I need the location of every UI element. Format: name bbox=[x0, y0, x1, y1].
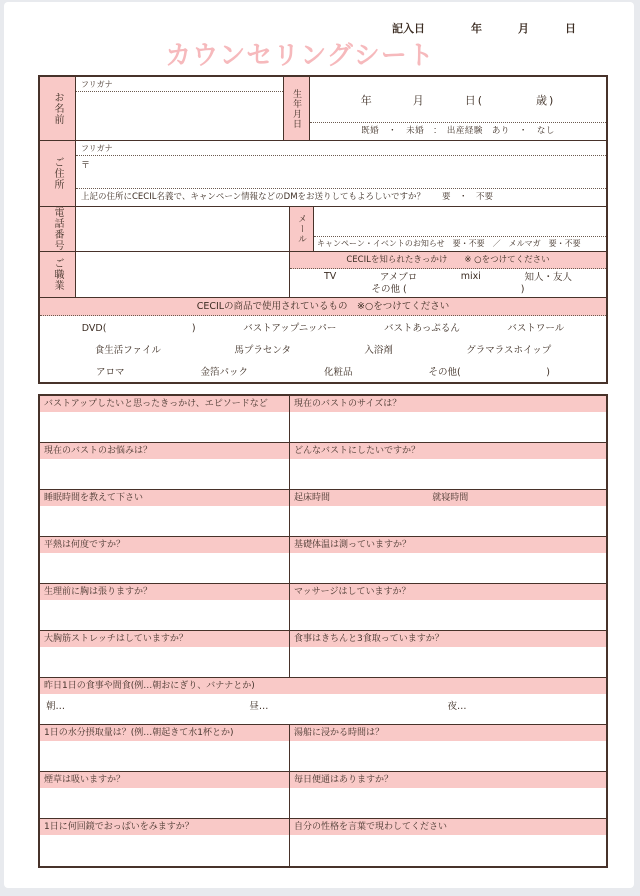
question-row-3 bbox=[40, 490, 606, 537]
q-personality-cell bbox=[290, 819, 606, 866]
q-desired-bust-answer-area bbox=[290, 459, 606, 489]
birthdate-cell bbox=[310, 77, 606, 140]
q-mirror-answer-area bbox=[40, 835, 289, 866]
product-aroma: アロマ bbox=[96, 367, 125, 378]
q-smoking-answer-area bbox=[40, 788, 289, 818]
q-yesterday-meals-answer-area bbox=[40, 694, 606, 724]
name-answer-area bbox=[76, 92, 283, 140]
q-bust-worry-cell bbox=[40, 443, 290, 489]
q-bust-size-cell bbox=[290, 396, 606, 442]
q-stretch-answer-area bbox=[40, 647, 289, 677]
q-sleep-header: 睡眠時間を教えて下さい bbox=[40, 490, 289, 506]
q-sleep-cell bbox=[40, 490, 290, 536]
mail-notification-options: キャンペーン・イベントのお知らせ 要・不要 ／ メルマガ 要・不要 bbox=[317, 239, 581, 248]
q-wake-bed-cell bbox=[290, 490, 606, 536]
questionnaire-table bbox=[38, 394, 608, 868]
q-bath-time-cell bbox=[290, 725, 606, 771]
q-trigger-answer-area bbox=[40, 412, 289, 442]
products-line-1 bbox=[40, 316, 606, 338]
entry-date-month-label: 月 bbox=[518, 22, 529, 35]
question-row-7-meals bbox=[40, 678, 606, 725]
q-basal-temp-answer-area bbox=[290, 553, 606, 583]
q-wake-time-label: 起床時間 bbox=[294, 493, 331, 503]
q-yesterday-meals-header: 昨日1日の食事や間食(例…朝おにぎり、バナナとか) bbox=[40, 678, 606, 694]
q-yesterday-meals-cell bbox=[40, 678, 606, 724]
q-temperature-answer-area bbox=[40, 553, 289, 583]
products-row bbox=[40, 298, 606, 382]
product-bustwall: バストワール bbox=[507, 323, 565, 334]
q-water-intake-answer-area bbox=[40, 741, 289, 771]
q-bowel-cell bbox=[290, 772, 606, 818]
job-answer-area bbox=[76, 252, 290, 297]
q-temperature-header: 平熱は何度ですか？ bbox=[40, 537, 289, 553]
q-basal-temp-cell bbox=[290, 537, 606, 583]
entry-date-row bbox=[392, 20, 576, 36]
q-trigger-cell bbox=[40, 396, 290, 442]
q-bowel-header: 毎日便通はありますか？ bbox=[290, 772, 606, 788]
product-dvd: DVD( ) bbox=[81, 323, 196, 334]
q-sleep-answer-area bbox=[40, 506, 289, 536]
address-row bbox=[40, 141, 606, 207]
dm-consent-line: 上記の住所にCECIL名義で、キャンペーン情報などのDMをお送りしてもよろしいですか？ 要 ・ 不要 bbox=[81, 192, 494, 202]
q-stretch-header: 大胸筋ストレッチはしていますか？ bbox=[40, 631, 289, 647]
question-row-2 bbox=[40, 443, 606, 490]
q-basal-temp-header: 基礎体温は測っていますか？ bbox=[290, 537, 606, 553]
q-personality-answer-area bbox=[290, 835, 606, 866]
q-three-meals-answer-area bbox=[290, 647, 606, 677]
name-birth-row bbox=[40, 77, 606, 141]
mail-answer-area bbox=[314, 207, 606, 237]
q-premenstrual-answer-area bbox=[40, 600, 289, 630]
q-stretch-cell bbox=[40, 631, 290, 677]
source-option-mixi: mixi bbox=[460, 270, 481, 282]
products-header: CECILの商品で使用されているもの ※○をつけてください bbox=[40, 298, 606, 316]
question-row-1 bbox=[40, 396, 606, 443]
phone-label: 電話番号 bbox=[40, 207, 76, 251]
product-bath: 入浴剤 bbox=[364, 345, 393, 356]
name-furigana-label: フリガナ bbox=[76, 77, 283, 92]
entry-date-year-label: 年 bbox=[471, 22, 482, 35]
source-option-other: その他 ( ) bbox=[371, 284, 525, 295]
product-other: その他( ) bbox=[428, 367, 550, 378]
product-food-file: 食生活ファイル bbox=[94, 345, 161, 356]
q-wake-bed-header bbox=[290, 490, 606, 506]
q-smoking-header: 煙草は吸いますか？ bbox=[40, 772, 289, 788]
source-option-tv: TV bbox=[324, 270, 337, 282]
q-massage-header: マッサージはしていますか？ bbox=[290, 584, 606, 600]
q-bath-time-answer-area bbox=[290, 741, 606, 771]
q-bed-time-label: 就寝時間 bbox=[432, 493, 469, 503]
q-temperature-cell bbox=[40, 537, 290, 583]
q-premenstrual-header: 生理前に胸は張りますか？ bbox=[40, 584, 289, 600]
q-water-intake-header: 1日の水分摂取量は？(例…朝起きて水1杯とか) bbox=[40, 725, 289, 741]
address-cell bbox=[76, 141, 606, 206]
referral-source-options bbox=[290, 269, 606, 283]
source-option-friend: 知人・友人 bbox=[524, 272, 572, 283]
q-three-meals-cell bbox=[290, 631, 606, 677]
q-desired-bust-cell bbox=[290, 443, 606, 489]
phone-mail-row bbox=[40, 207, 606, 252]
phone-answer-area bbox=[76, 207, 290, 251]
meal-noon-label: 昼… bbox=[249, 701, 269, 712]
product-nipper: バストアップニッパー bbox=[243, 323, 337, 334]
meal-night-label: 夜… bbox=[447, 701, 467, 712]
product-whip: グラマラスホイップ bbox=[466, 345, 552, 356]
q-desired-bust-header: どんなバストにしたいですか？ bbox=[290, 443, 606, 459]
address-furigana-label: フリガナ bbox=[76, 141, 606, 156]
entry-date-label: 記入日 bbox=[392, 22, 425, 35]
q-three-meals-header: 食事はきちんと3食取っていますか？ bbox=[290, 631, 606, 647]
mail-cell bbox=[314, 207, 606, 251]
q-massage-answer-area bbox=[290, 600, 606, 630]
q-bust-worry-header: 現在のバストのお悩みは？ bbox=[40, 443, 289, 459]
counseling-sheet-page bbox=[4, 2, 634, 888]
q-trigger-header: バストアップしたいと思ったきっかけ、エピソードなど bbox=[40, 396, 289, 412]
mail-label: メール bbox=[290, 207, 314, 251]
q-mirror-cell bbox=[40, 819, 290, 866]
product-goldpack: 金箔パック bbox=[200, 367, 249, 378]
name-label: お名前 bbox=[40, 77, 76, 140]
q-premenstrual-cell bbox=[40, 584, 290, 630]
marital-status-line: 既婚 ・ 未婚 ： 出産経験 あり ・ なし bbox=[361, 126, 555, 136]
q-wake-bed-answer-area bbox=[290, 506, 606, 536]
product-placenta: 馬プラセンタ bbox=[234, 345, 291, 356]
question-row-10 bbox=[40, 819, 606, 866]
question-row-9 bbox=[40, 772, 606, 819]
source-option-ameblo: アメブロ bbox=[379, 272, 418, 283]
referral-source-header: CECILを知られたきっかけ ※ ○をつけてください bbox=[290, 252, 606, 269]
meal-morning-label: 朝… bbox=[46, 701, 66, 712]
q-bust-size-header: 現在のバストのサイズは？ bbox=[290, 396, 606, 412]
question-row-6 bbox=[40, 631, 606, 678]
q-mirror-header: 1日に何回鏡でおっぱいをみますか？ bbox=[40, 819, 289, 835]
birthdate-line: 年 月 日( 歳) bbox=[310, 77, 606, 123]
q-bowel-answer-area bbox=[290, 788, 606, 818]
birthdate-label: 生年月日 bbox=[284, 77, 310, 140]
question-row-8 bbox=[40, 725, 606, 772]
question-row-5 bbox=[40, 584, 606, 631]
q-bust-worry-answer-area bbox=[40, 459, 289, 489]
product-cosmetics: 化粧品 bbox=[324, 367, 353, 378]
question-row-4 bbox=[40, 537, 606, 584]
q-massage-cell bbox=[290, 584, 606, 630]
address-answer-area: 〒 bbox=[76, 156, 606, 189]
referral-source-block bbox=[290, 252, 606, 297]
products-line-3 bbox=[40, 360, 606, 382]
q-bath-time-header: 湯船に浸かる時間は？ bbox=[290, 725, 606, 741]
q-personality-header: 自分の性格を言葉で現わしてください bbox=[290, 819, 606, 835]
q-bust-size-answer-area bbox=[290, 412, 606, 442]
page-title: カウンセリングシート bbox=[165, 41, 435, 71]
name-cell bbox=[76, 77, 284, 140]
job-source-row bbox=[40, 252, 606, 298]
address-label: ご住所 bbox=[40, 141, 76, 206]
profile-table bbox=[38, 75, 608, 384]
q-smoking-cell bbox=[40, 772, 290, 818]
q-water-intake-cell bbox=[40, 725, 290, 771]
products-line-2 bbox=[40, 338, 606, 360]
entry-date-day-label: 日 bbox=[565, 22, 576, 35]
product-appurun: バストあっぷるん bbox=[383, 323, 460, 334]
products-block bbox=[40, 298, 606, 382]
job-label: ご職業 bbox=[40, 252, 76, 297]
